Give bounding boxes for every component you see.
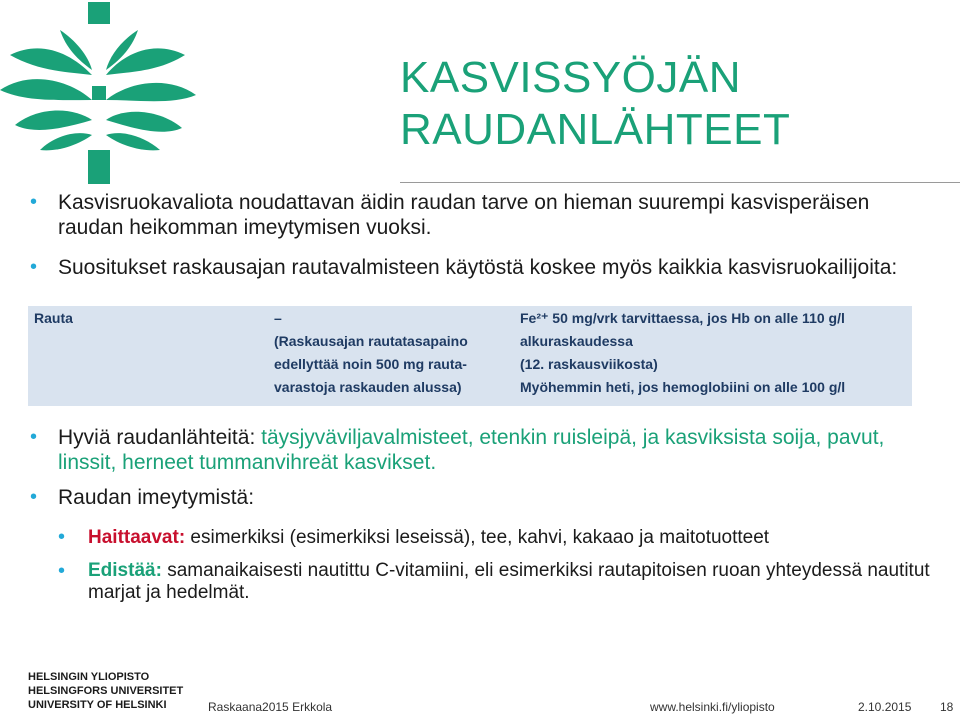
wordmark-line-1: HELSINGIN YLIOPISTO	[28, 671, 150, 683]
university-flame-logo-icon	[0, 0, 200, 190]
sub-bullet-text	[88, 525, 958, 550]
bullet-text: Suositukset raskausajan rautavalmisteen käytöstä koskee myös kaikkia kasvisruokailijoita:	[58, 256, 898, 279]
sub-bullet-body: samanaikaisesti nautittu C-vitamiini, eli esimerkiksi rautapitoisen ruoan yhteydessä nautitut marjat ja hedelmät.	[88, 560, 930, 603]
table-cell: Fe²⁺ 50 mg/vrk tarvittaessa, jos Hb on alle 110 g/l	[520, 310, 845, 326]
iron-recommendation-table	[28, 306, 912, 406]
slide-title	[400, 52, 940, 156]
table-cell: varastoja raskauden alussa)	[274, 379, 462, 395]
university-wordmark	[28, 670, 183, 712]
sub-bullet-body: esimerkiksi (esimerkiksi leseissä), tee, kahvi, kakaao ja maitotuotteet	[185, 527, 770, 548]
table-cell: Myöhemmin heti, jos hemoglobiini on alle 100 g/l	[520, 379, 846, 395]
footer-event: Raskaana2015 Erkkola	[208, 700, 333, 714]
bullet-highlight: täysjyväviljavalmisteet, etenkin ruisleipä, ja kasviksista soija, pavut, linssit, herneet tummanvihreät kasvikset.	[58, 426, 885, 474]
table-cell: (Raskausajan rautatasapaino	[274, 333, 468, 349]
bullet-text: Raudan imeytymistä:	[58, 486, 255, 509]
wordmark-line-3: UNIVERSITY OF HELSINKI	[28, 699, 167, 711]
sub-bullet-label: Haittaavat:	[88, 527, 186, 548]
table-cell-label: Rauta	[34, 310, 73, 326]
bullet-prefix: Hyviä raudanlähteitä:	[58, 426, 262, 449]
bullet-text: Kasvisruokavaliota noudattavan äidin raudan tarve on hieman suurempi kasvisperäisen raudan heikomman imeytymisen vuoksi.	[58, 191, 870, 239]
title-line-2: RAUDANLÄHTEET	[400, 105, 791, 154]
table-cell: (12. raskausviikosta)	[520, 356, 658, 372]
footer-date: 2.10.2015	[858, 700, 912, 714]
title-line-1: KASVISSYÖJÄN	[400, 53, 742, 102]
bullet-dot-icon: •	[58, 560, 66, 582]
table-cell: alkuraskaudessa	[520, 333, 633, 349]
table-cell: –	[274, 310, 282, 326]
sub-bullet-label: Edistää:	[88, 560, 162, 581]
bullet-dot-icon: •	[30, 486, 38, 508]
title-divider	[400, 182, 960, 183]
footer-url[interactable]: www.helsinki.fi/yliopisto	[650, 700, 775, 714]
footer-page-number: 18	[940, 700, 954, 714]
table-cell: edellyttää noin 500 mg rauta-	[274, 356, 467, 372]
bullet-dot-icon: •	[58, 526, 66, 548]
sub-bullet-text	[88, 560, 958, 604]
bullet-dot-icon: •	[30, 256, 38, 278]
bullet-dot-icon: •	[30, 426, 38, 448]
wordmark-line-2: HELSINGFORS UNIVERSITET	[28, 685, 184, 697]
bullet-text	[58, 425, 938, 475]
bullet-dot-icon: •	[30, 191, 38, 213]
